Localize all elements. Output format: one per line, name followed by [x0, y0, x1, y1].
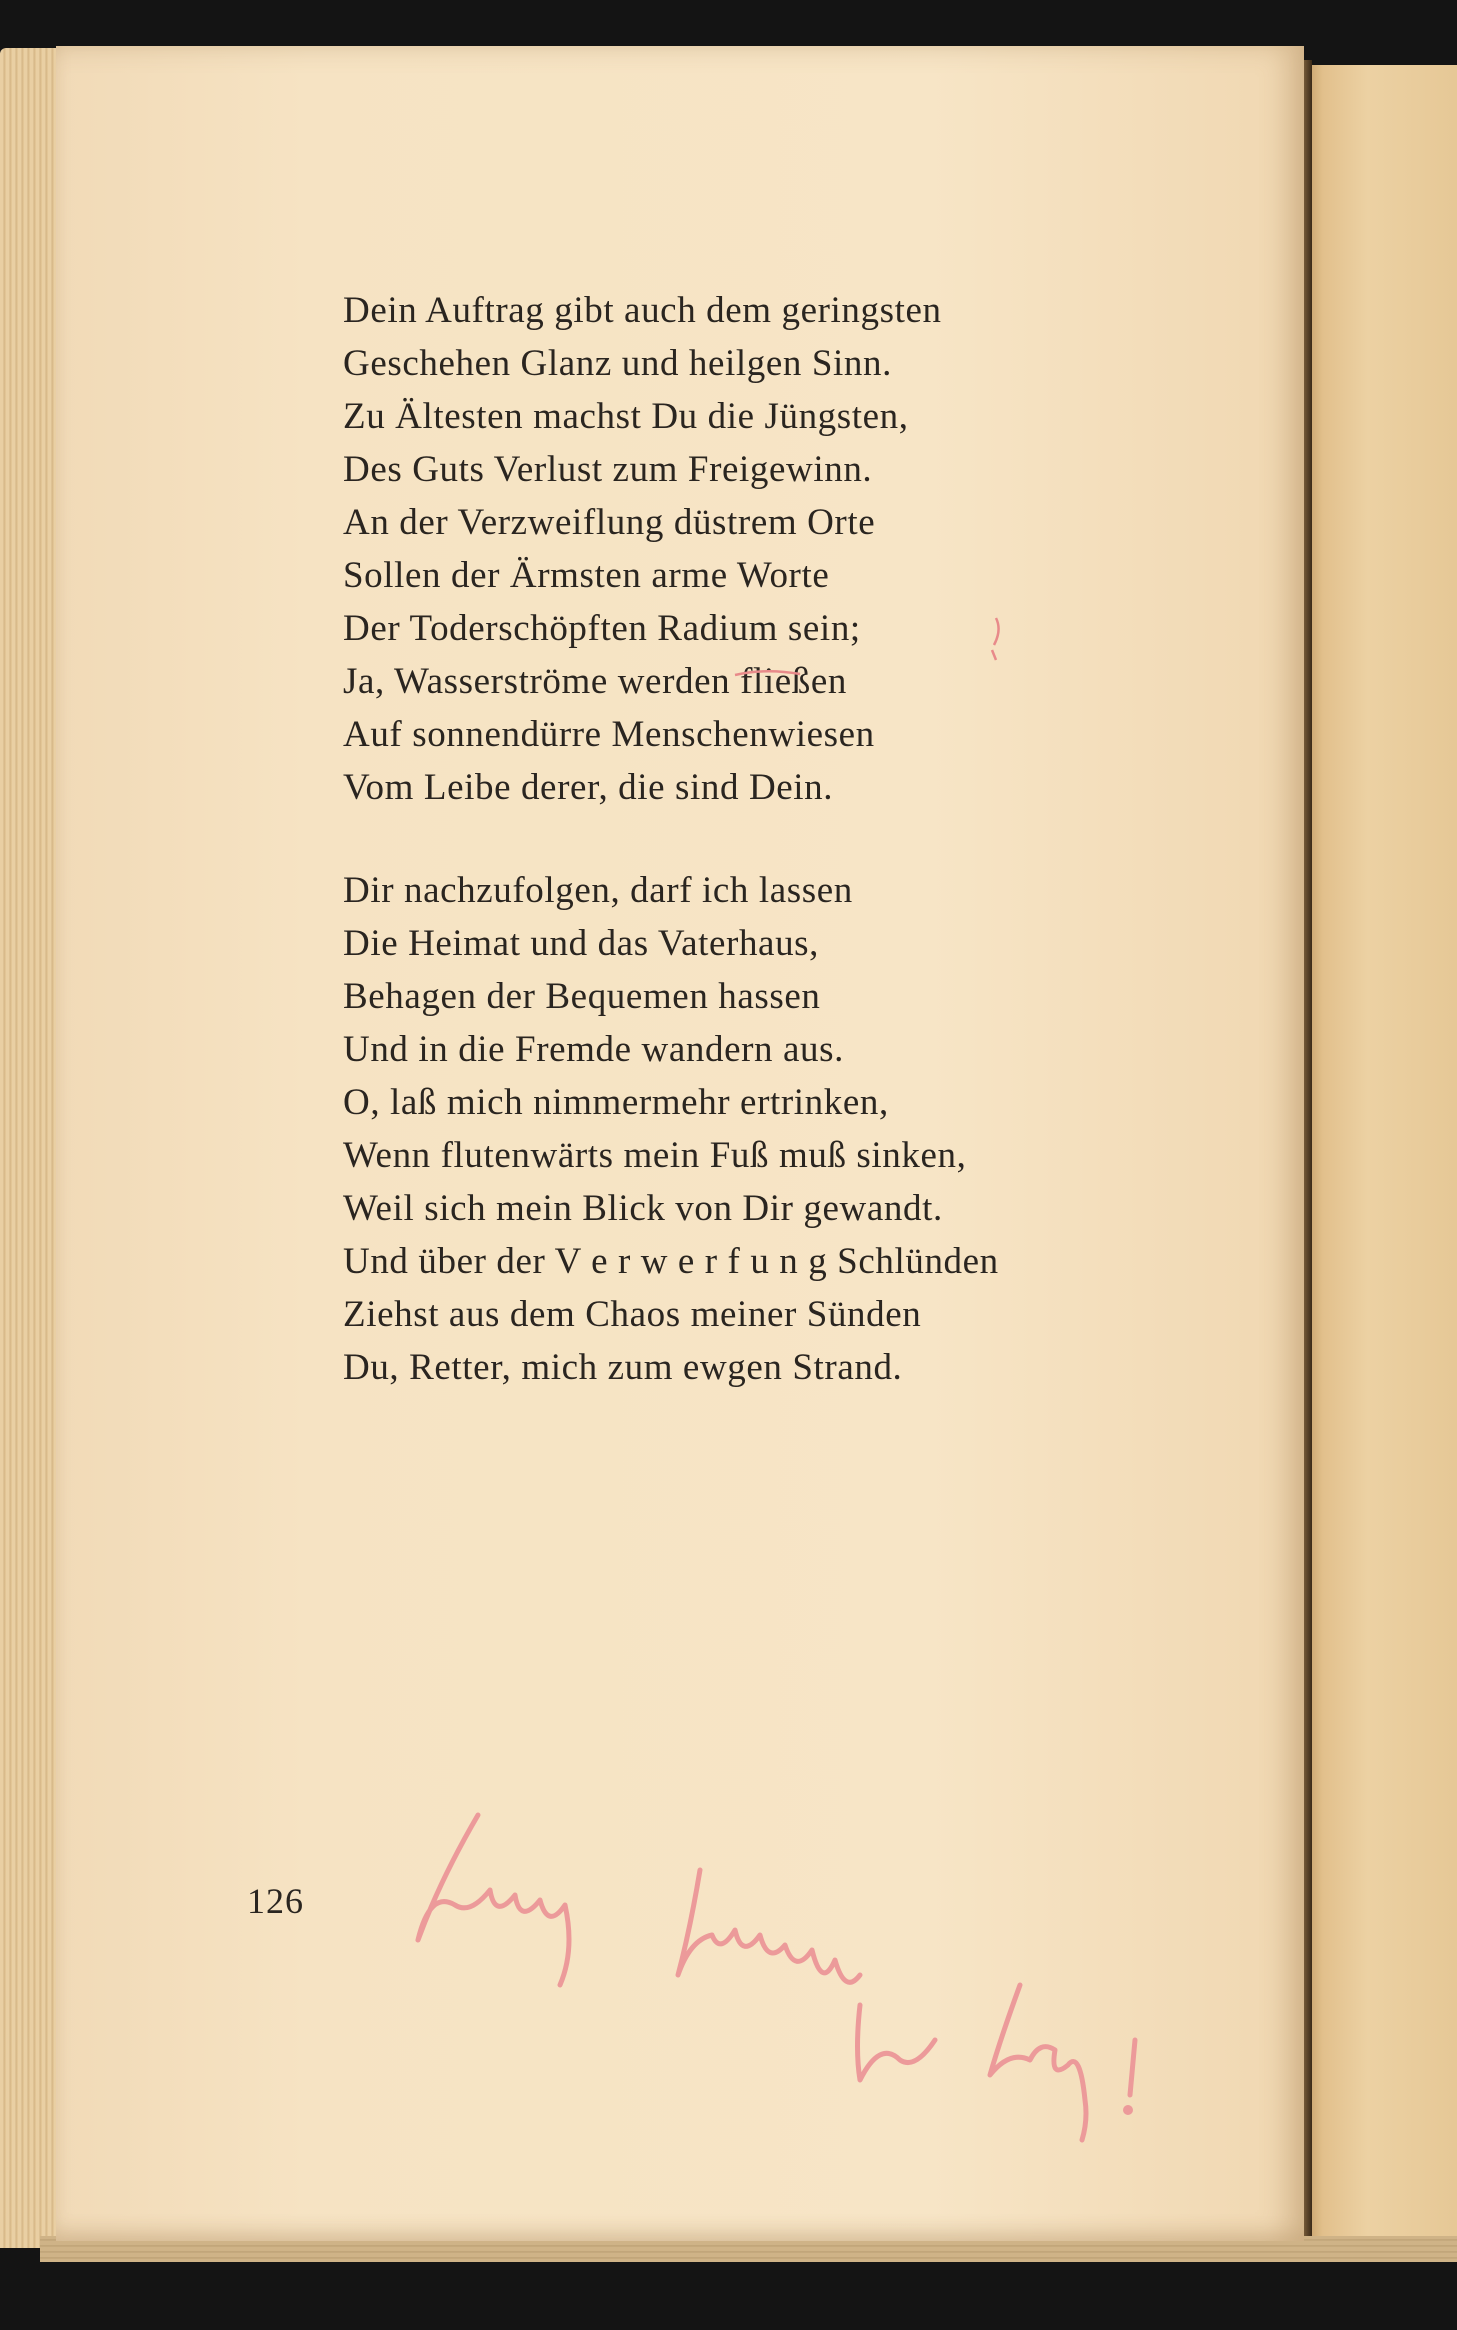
poem-line: O, laß mich nimmermehr ertrinken, [343, 1082, 889, 1123]
poem-line: Weil sich mein Blick von Dir gewandt. [343, 1188, 943, 1229]
poem-line: Und über der V e r w e r f u n g Schlünden [343, 1241, 999, 1282]
poem-line: Geschehen Glanz und heilgen Sinn. [343, 343, 892, 384]
poem-line: Sollen der Ärmsten arme Worte [343, 555, 830, 596]
annotation-margin-mark [992, 650, 996, 660]
poem-line: An der Verzweiflung düstrem Orte [343, 502, 876, 543]
poem-line: Ziehst aus dem Chaos meiner Sünden [343, 1294, 922, 1335]
poem-line: Du, Retter, mich zum ewgen Strand. [343, 1347, 903, 1388]
handwritten-signature [418, 1815, 1135, 2140]
poem-line: Vom Leibe derer, die sind Dein. [343, 767, 834, 808]
annotation-margin-mark [994, 618, 999, 645]
poem-line: Des Guts Verlust zum Freigewinn. [343, 449, 873, 490]
poem-line: Die Heimat und das Vaterhaus, [343, 923, 820, 964]
poem-line: Und in die Fremde wandern aus. [343, 1029, 844, 1070]
annotation-underline-mark [735, 671, 800, 675]
poem-line: Wenn flutenwärts mein Fuß muß sinken, [343, 1135, 967, 1176]
poem-line: Dein Auftrag gibt auch dem geringsten [343, 290, 942, 331]
poem-line: Auf sonnendürre Menschenwiesen [343, 714, 875, 755]
poem-line: Ja, Wasserströme werden fließen [343, 661, 847, 702]
page-number: 126 [247, 1881, 304, 1921]
poem-line: Zu Ältesten machst Du die Jüngsten, [343, 396, 909, 437]
poem-line: Behagen der Bequemen hassen [343, 976, 821, 1017]
poem-line: Der Toderschöpften Radium sein; [343, 608, 861, 649]
poem-line: Dir nachzufolgen, darf ich lassen [343, 870, 853, 911]
